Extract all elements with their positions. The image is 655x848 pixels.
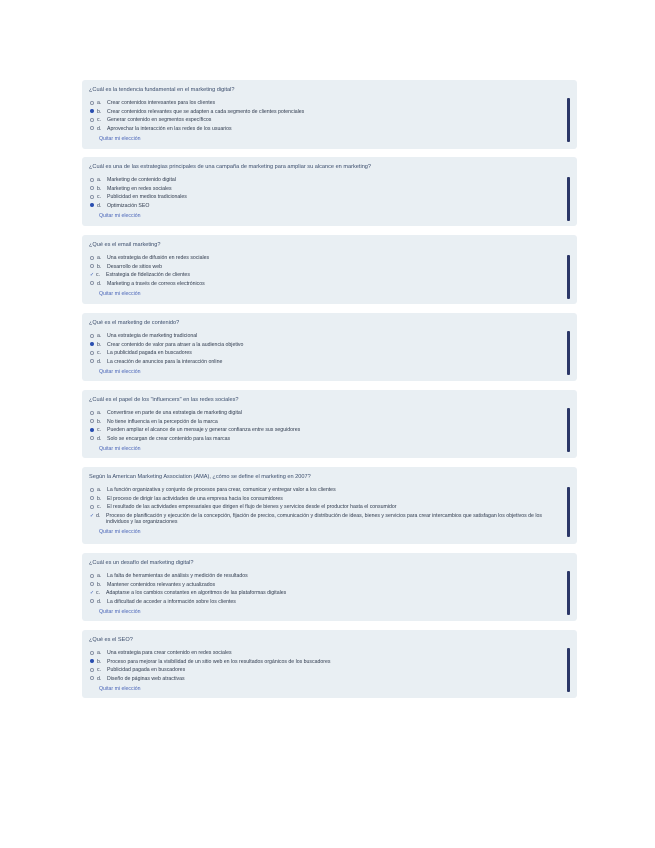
radio-button[interactable] xyxy=(90,419,94,423)
radio-button-selected[interactable] xyxy=(90,203,94,207)
answer-option-a[interactable] xyxy=(89,650,563,659)
answer-option-b[interactable] xyxy=(89,264,563,273)
option-text: Diseño de páginas web atractivas xyxy=(107,675,185,682)
answer-option-c[interactable] xyxy=(89,667,563,676)
option-text: Proceso para mejorar la visibilidad de un sitio web en los resultados orgánicos de los buscadores xyxy=(107,658,331,665)
checkmark-icon: ✓ xyxy=(89,590,95,596)
radio-button[interactable] xyxy=(90,599,94,603)
question-card-2 xyxy=(82,157,577,226)
option-letter: a. xyxy=(97,177,102,183)
answer-options xyxy=(89,333,563,367)
answer-option-a[interactable] xyxy=(89,333,563,342)
answer-option-b[interactable] xyxy=(89,582,563,591)
question-card-5 xyxy=(82,390,577,458)
option-letter: d. xyxy=(97,358,102,365)
answer-option-c[interactable] xyxy=(89,590,563,599)
radio-button[interactable] xyxy=(90,101,94,105)
option-text: Marketing de contenido digital xyxy=(107,177,176,183)
answer-option-d[interactable] xyxy=(89,676,563,685)
radio-button[interactable] xyxy=(90,668,94,672)
answer-option-b[interactable] xyxy=(89,659,563,668)
answer-options xyxy=(89,410,563,444)
answer-options xyxy=(89,100,563,134)
option-text: Estrategia de fidelización de clientes xyxy=(106,272,190,278)
radio-button[interactable] xyxy=(90,505,94,509)
answer-options xyxy=(89,487,563,527)
option-text: La publicidad pagada en buscadores xyxy=(107,350,192,356)
option-text: Adaptarse a los cambios constantes en algoritmos de las plataformas digitales xyxy=(106,590,287,596)
clear-choice-link[interactable]: Quitar mi elección xyxy=(99,213,141,219)
radio-button[interactable] xyxy=(90,496,94,500)
option-letter: b. xyxy=(97,341,102,348)
question-text: ¿Qué es el email marketing? xyxy=(89,242,161,248)
option-text: Una estrategia para crear contenido en redes sociales xyxy=(107,650,232,656)
clear-choice-link[interactable]: Quitar mi elección xyxy=(99,291,141,297)
clear-choice-link[interactable]: Quitar mi elección xyxy=(99,609,141,615)
question-card-1 xyxy=(82,80,577,149)
radio-button[interactable] xyxy=(90,436,94,440)
answer-option-d[interactable] xyxy=(89,436,563,445)
option-letter: c. xyxy=(96,272,101,278)
radio-button[interactable] xyxy=(90,582,94,586)
option-text: El resultado de las actividades empresariales que dirigen el flujo de bienes y servicios desde el productor hasta el consumidor xyxy=(107,504,397,510)
answer-options xyxy=(89,650,563,684)
option-text: No tiene influencia en la percepción de la marca xyxy=(107,418,218,425)
option-letter: a. xyxy=(97,573,102,579)
option-letter: a. xyxy=(97,410,102,416)
option-letter: b. xyxy=(97,658,102,665)
clear-choice-link[interactable]: Quitar mi elección xyxy=(99,369,141,375)
option-letter: b. xyxy=(97,263,102,270)
question-card-8 xyxy=(82,630,577,698)
answer-option-d[interactable] xyxy=(89,281,563,290)
radio-button[interactable] xyxy=(90,126,94,130)
radio-button[interactable] xyxy=(90,651,94,655)
answer-options xyxy=(89,573,563,607)
option-text: Solo se encargan de crear contenido para las marcas xyxy=(107,435,231,442)
scrollbar-thumb[interactable] xyxy=(567,487,570,537)
option-text: Una estrategia de difusión en redes sociales xyxy=(107,255,210,261)
scrollbar-thumb[interactable] xyxy=(567,571,570,615)
option-letter: d. xyxy=(97,598,102,605)
option-text: La falta de herramientas de análisis y medición de resultados xyxy=(107,573,248,579)
option-text: Pueden ampliar el alcance de un mensaje y generar confianza entre sus seguidores xyxy=(107,427,301,433)
radio-button[interactable] xyxy=(90,488,94,492)
option-text: Crear contenido de valor para atraer a la audiencia objetivo xyxy=(107,341,244,348)
radio-button[interactable] xyxy=(90,281,94,285)
radio-button-selected[interactable] xyxy=(90,109,94,113)
option-letter: b. xyxy=(97,418,102,425)
option-text: La dificultad de acceder a información sobre los clientes xyxy=(107,598,236,605)
option-letter: d. xyxy=(97,280,102,287)
option-text: Mantener contenidos relevantes y actualizados xyxy=(107,581,216,588)
answer-option-d[interactable] xyxy=(89,513,563,528)
option-letter: b. xyxy=(97,495,102,502)
radio-button[interactable] xyxy=(90,178,94,182)
answer-option-b[interactable] xyxy=(89,109,563,118)
radio-button[interactable] xyxy=(90,334,94,338)
option-letter: d. xyxy=(97,202,102,209)
question-card-7 xyxy=(82,553,577,621)
question-card-4 xyxy=(82,313,577,381)
scrollbar-thumb[interactable] xyxy=(567,98,570,142)
option-letter: a. xyxy=(97,487,102,493)
answer-option-a[interactable] xyxy=(89,177,563,186)
radio-button-selected[interactable] xyxy=(90,428,94,432)
option-letter: c. xyxy=(97,194,102,200)
option-letter: c. xyxy=(97,667,102,673)
radio-button[interactable] xyxy=(90,359,94,363)
option-text: Generar contenido en segmentos específicos xyxy=(107,117,212,123)
option-text: Publicidad en medios tradicionales xyxy=(107,194,187,200)
question-text: ¿Cuál es la tendencia fundamental en el marketing digital? xyxy=(89,87,235,93)
clear-choice-link[interactable]: Quitar mi elección xyxy=(99,446,141,452)
option-letter: b. xyxy=(97,581,102,588)
option-letter: d. xyxy=(96,512,101,519)
answer-options xyxy=(89,177,563,211)
option-letter: a. xyxy=(97,650,102,656)
answer-option-c[interactable] xyxy=(89,194,563,203)
answer-option-b[interactable] xyxy=(89,496,563,505)
answer-option-d[interactable] xyxy=(89,126,563,135)
option-text: Marketing en redes sociales xyxy=(107,185,172,192)
scrollbar-thumb[interactable] xyxy=(567,255,570,299)
option-letter: b. xyxy=(97,185,102,192)
question-text: ¿Qué es el SEO? xyxy=(89,637,133,643)
scrollbar-thumb[interactable] xyxy=(567,331,570,375)
option-text: El proceso de dirigir las actividades de una empresa hacia los consumidores xyxy=(107,495,283,502)
question-text: Según la American Marketing Association (AMA), ¿cómo se define el marketing en 2007? xyxy=(89,474,311,480)
option-letter: c. xyxy=(97,427,102,433)
answer-option-b[interactable] xyxy=(89,186,563,195)
radio-button[interactable] xyxy=(90,411,94,415)
option-letter: a. xyxy=(97,255,102,261)
option-letter: d. xyxy=(97,435,102,442)
option-text: Proceso de planificación y ejecución de la concepción, fijación de precios, comunicación y distribución de ideas, bienes y servicios para crear intercambios que satisfagan los objetivos de los individuos y las organizaciones xyxy=(106,512,542,525)
answer-option-d[interactable] xyxy=(89,203,563,212)
option-text: Marketing a través de correos electrónicos xyxy=(107,280,205,287)
answer-option-b[interactable] xyxy=(89,342,563,351)
answer-option-d[interactable] xyxy=(89,359,563,368)
answer-options xyxy=(89,255,563,289)
question-card-3 xyxy=(82,235,577,304)
option-text: Convertirse en parte de una estrategia de marketing digital xyxy=(107,410,242,416)
option-text: Una estrategia de marketing tradicional xyxy=(107,333,198,339)
checkmark-icon: ✓ xyxy=(89,512,95,519)
radio-button[interactable] xyxy=(90,256,94,260)
question-text: ¿Cuál es un desafío del marketing digital? xyxy=(89,560,194,566)
radio-button-selected[interactable] xyxy=(90,342,94,346)
option-letter: c. xyxy=(97,350,102,356)
option-text: Publicidad pagada en buscadores xyxy=(107,667,186,673)
option-letter: c. xyxy=(96,590,101,596)
radio-button[interactable] xyxy=(90,676,94,680)
answer-option-c[interactable] xyxy=(89,117,563,126)
answer-option-a[interactable] xyxy=(89,410,563,419)
scrollbar-thumb[interactable] xyxy=(567,177,570,221)
radio-button[interactable] xyxy=(90,195,94,199)
answer-option-a[interactable] xyxy=(89,487,563,496)
question-text: ¿Cuál es el papel de los "influencers" en las redes sociales? xyxy=(89,397,239,403)
option-text: Aprovechar la interacción en las redes de los usuarios xyxy=(107,125,232,132)
answer-option-c[interactable] xyxy=(89,504,563,513)
option-text: Crear contenidos relevantes que se adapten a cada segmento de clientes potenciales xyxy=(107,108,305,115)
question-card-6 xyxy=(82,467,577,544)
checkmark-icon: ✓ xyxy=(89,272,95,278)
radio-button[interactable] xyxy=(90,351,94,355)
answer-option-c[interactable] xyxy=(89,427,563,436)
answer-option-a[interactable] xyxy=(89,100,563,109)
option-text: Desarrollo de sitios web xyxy=(107,263,163,270)
answer-option-d[interactable] xyxy=(89,599,563,608)
radio-button[interactable] xyxy=(90,264,94,268)
option-letter: c. xyxy=(97,117,102,123)
scrollbar-thumb[interactable] xyxy=(567,408,570,452)
radio-button[interactable] xyxy=(90,118,94,122)
answer-option-a[interactable] xyxy=(89,255,563,264)
option-text: Optimización SEO xyxy=(107,202,150,209)
option-text: La función organizativa y conjunto de procesos para crear, comunicar y entregar valor a los clientes xyxy=(107,487,336,493)
option-text: Crear contenidos interesantes para los clientes xyxy=(107,100,216,106)
radio-button[interactable] xyxy=(90,574,94,578)
option-letter: d. xyxy=(97,125,102,132)
clear-choice-link[interactable]: Quitar mi elección xyxy=(99,136,141,142)
answer-option-c[interactable] xyxy=(89,350,563,359)
option-letter: a. xyxy=(97,100,102,106)
radio-button[interactable] xyxy=(90,186,94,190)
answer-option-c[interactable] xyxy=(89,272,563,281)
question-text: ¿Cuál es una de las estrategias principales de una campaña de marketing para ampliar su alcance en marketing? xyxy=(89,164,372,170)
answer-option-b[interactable] xyxy=(89,419,563,428)
answer-option-a[interactable] xyxy=(89,573,563,582)
option-letter: c. xyxy=(97,504,102,510)
scrollbar-thumb[interactable] xyxy=(567,648,570,692)
clear-choice-link[interactable]: Quitar mi elección xyxy=(99,529,141,535)
option-text: La creación de anuncios para la interacción online xyxy=(107,358,223,365)
option-letter: d. xyxy=(97,675,102,682)
option-letter: a. xyxy=(97,333,102,339)
option-letter: b. xyxy=(97,108,102,115)
radio-button-selected[interactable] xyxy=(90,659,94,663)
clear-choice-link[interactable]: Quitar mi elección xyxy=(99,686,141,692)
question-text: ¿Qué es el marketing de contenido? xyxy=(89,320,180,326)
